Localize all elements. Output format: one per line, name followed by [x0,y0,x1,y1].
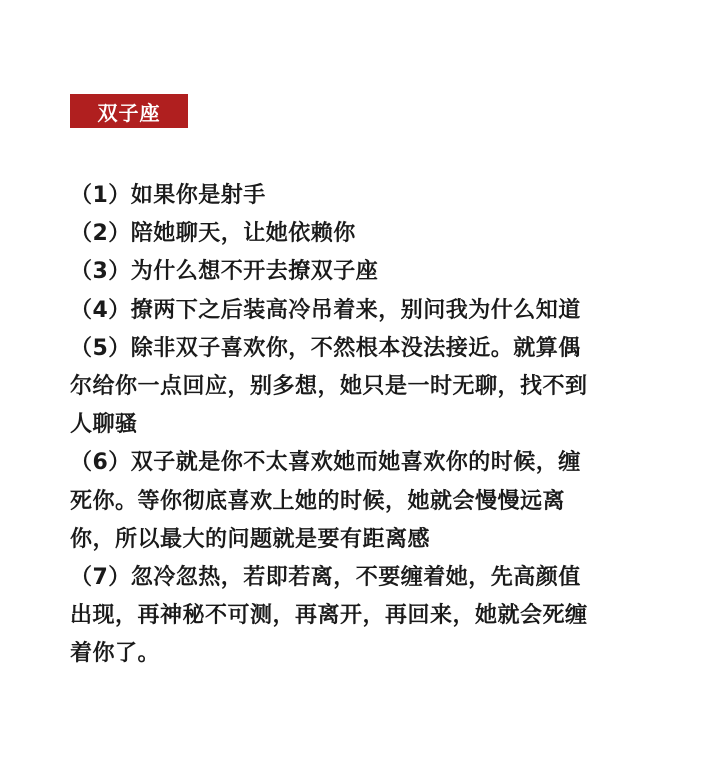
text-line-10: 你，所以最大的问题就是要有距离感 [70,526,431,552]
text-line-5: （5）除非双子喜欢你，不然根本没法接近。就算偶 [70,335,581,361]
text-line-12: 出现，再神秘不可测，再离开，再回来，她就会死缠 [70,603,588,629]
text-line-11: （7）忽冷忽热，若即若离，不要缠着她，先高颜值 [70,564,581,590]
text-line-1: （1）如果你是射手 [70,183,266,208]
text-line-9: 死你。等你彻底喜欢上她的时候，她就会慢慢远离 [70,488,566,514]
text-line-4: （4）撩两下之后装高冷吊着来，别问我为什么知道 [70,297,581,323]
text-line-8: （6）双子就是你不太喜欢她而她喜欢你的时候，缠 [70,450,581,476]
text-line-2: （2）陪她聊天，让她依赖你 [70,221,356,247]
text-line-7: 人聊骚 [70,412,138,438]
text-line-3: （3）为什么想不开去撩双子座 [70,259,379,285]
text-line-13: 着你了。 [70,641,161,667]
text-line-6: 尔给你一点回应，别多想，她只是一时无聊，找不到 [70,373,588,399]
section-title-badge [70,94,188,128]
article-body [70,177,655,673]
section-title: 双子座 [97,100,161,125]
